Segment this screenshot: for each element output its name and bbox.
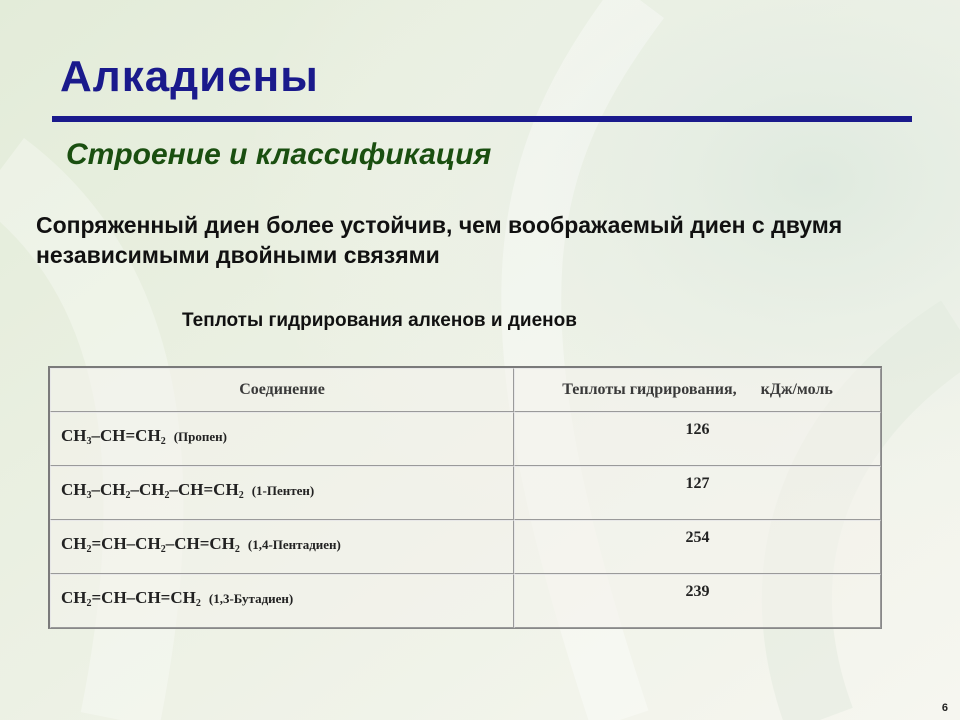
formula-subscript: 2 bbox=[164, 490, 170, 501]
heat-value: 127 bbox=[514, 466, 881, 520]
table-caption: Теплоты гидрирования алкенов и диенов bbox=[182, 310, 577, 331]
table-body bbox=[50, 412, 881, 628]
formula-text: –CH=CH bbox=[165, 534, 235, 553]
formula-text: CH bbox=[61, 426, 87, 445]
formula-text: CH bbox=[61, 480, 87, 499]
formula-subscript: 2 bbox=[160, 544, 166, 555]
compound-name: (1,3-Бутадиен) bbox=[208, 591, 294, 606]
compound-formula bbox=[61, 426, 166, 445]
formula-subscript: 2 bbox=[234, 544, 240, 555]
compound-formula bbox=[61, 588, 201, 607]
formula-text: CH bbox=[61, 534, 87, 553]
table-row bbox=[50, 412, 881, 466]
formula-text: –CH=CH bbox=[169, 480, 239, 499]
compound-cell bbox=[50, 574, 514, 628]
compound-formula bbox=[61, 534, 240, 553]
table-row bbox=[50, 520, 881, 574]
column-header-heat: Теплоты гидрирования, кДж/моль bbox=[514, 368, 881, 412]
title-underline bbox=[52, 116, 912, 122]
formula-subscript: 2 bbox=[195, 598, 201, 609]
table-header-row bbox=[50, 368, 881, 412]
formula-text: CH bbox=[61, 588, 87, 607]
compound-cell bbox=[50, 520, 514, 574]
formula-subscript: 3 bbox=[86, 436, 92, 447]
heat-value: 254 bbox=[514, 520, 881, 574]
hydrogenation-table bbox=[48, 366, 882, 629]
formula-subscript: 2 bbox=[160, 436, 166, 447]
formula-text: =CH–CH bbox=[91, 534, 161, 553]
heat-value: 239 bbox=[514, 574, 881, 628]
formula-text: =CH–CH=CH bbox=[91, 588, 196, 607]
table-row bbox=[50, 574, 881, 628]
intro-text: Сопряженный диен более устойчив, чем воображаемый диен с двумя независимыми двойными связями bbox=[36, 212, 843, 268]
formula-subscript: 2 bbox=[86, 598, 92, 609]
compound-name: (1,4-Пентадиен) bbox=[247, 537, 341, 552]
formula-text: –CH bbox=[130, 480, 165, 499]
formula-subscript: 2 bbox=[125, 490, 131, 501]
heat-value: 126 bbox=[514, 412, 881, 466]
formula-subscript: 3 bbox=[86, 490, 92, 501]
formula-subscript: 2 bbox=[238, 490, 244, 501]
slide-title: Алкадиены bbox=[60, 52, 319, 101]
compound-formula bbox=[61, 480, 244, 499]
column-header-compound: Соединение bbox=[50, 368, 514, 412]
slide-subtitle: Строение и классификация bbox=[66, 138, 492, 171]
table-row bbox=[50, 466, 881, 520]
formula-text: –CH bbox=[91, 480, 126, 499]
compound-name: (1-Пентен) bbox=[251, 483, 315, 498]
compound-cell bbox=[50, 412, 514, 466]
compound-cell bbox=[50, 466, 514, 520]
formula-subscript: 2 bbox=[86, 544, 92, 555]
page-number: 6 bbox=[941, 702, 948, 714]
formula-text: –CH=CH bbox=[91, 426, 161, 445]
compound-name: (Пропен) bbox=[173, 429, 227, 444]
